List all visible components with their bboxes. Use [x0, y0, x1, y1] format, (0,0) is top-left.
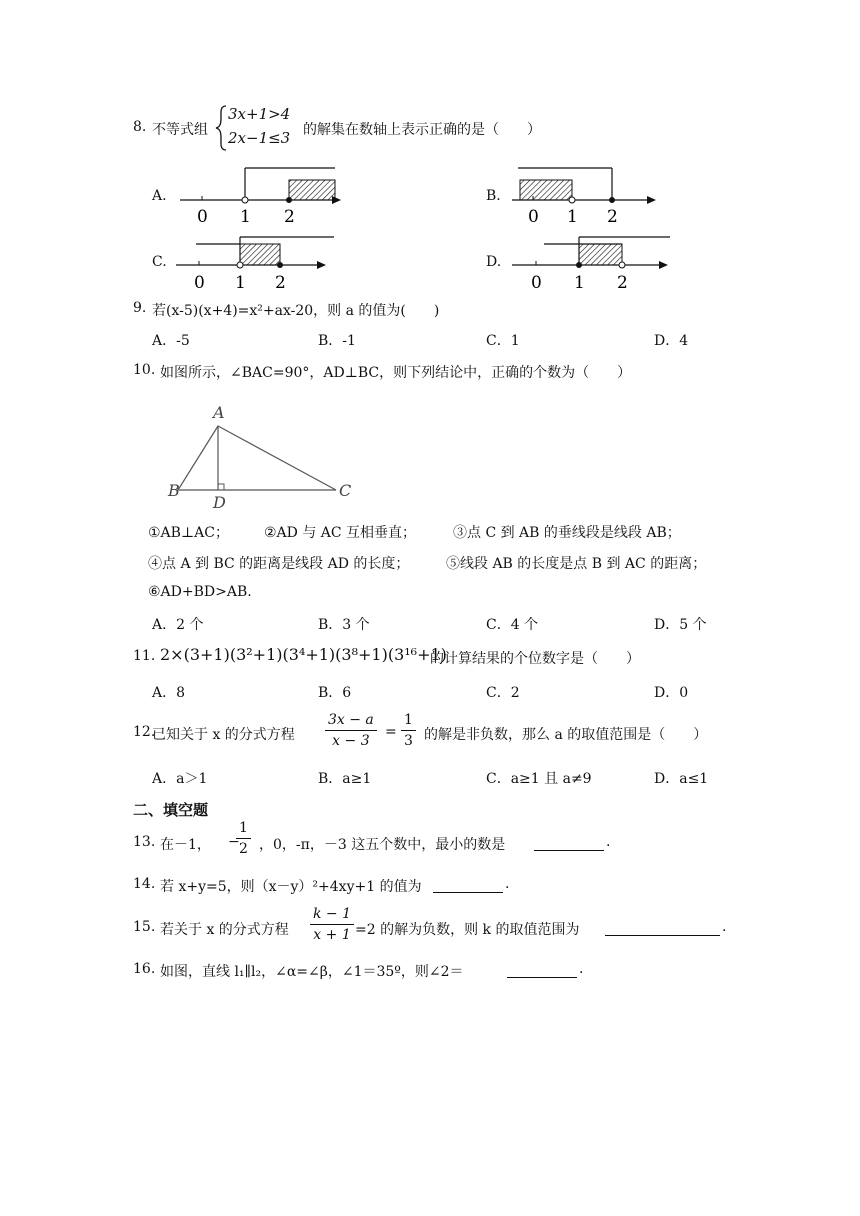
brace-icon: [214, 104, 228, 152]
q12-rhs-numerator: 1: [401, 710, 416, 731]
q16-period: .: [579, 961, 584, 977]
q8-option-b-number-line: [510, 160, 670, 230]
q12-equals: =: [385, 724, 397, 740]
q13-period: .: [606, 834, 611, 850]
tick-0: 0: [197, 207, 208, 227]
q8-inequality-1: 3x+1>4: [228, 105, 291, 123]
q8-option-a-label: A.: [152, 188, 167, 204]
point-b-label: B: [168, 481, 180, 500]
q8-option-b-label: B.: [486, 188, 501, 204]
q9-option-d[interactable]: D．4: [654, 333, 689, 349]
tick-1: 1: [574, 273, 585, 293]
tick-2: 2: [607, 207, 618, 227]
tick-2: 2: [617, 273, 628, 293]
q16-number: 16.: [133, 961, 156, 977]
q11-expression: 2×(3+1)(3²+1)(3⁴+1)(3⁸+1)(3¹⁶+1): [160, 645, 447, 664]
q13-prefix: 在－1，: [160, 837, 211, 853]
q10-question-text: 如图所示，∠BAC=90°，AD⊥BC，则下列结论中，正确的个数为（ ）: [160, 365, 632, 381]
q14-question-text: 若 x+y=5，则（x－y）²+4xy+1 的值为: [160, 879, 422, 895]
q13-negative-sign: −: [228, 834, 240, 850]
q12-option-c[interactable]: C．a≥1 且 a≠9: [486, 771, 592, 787]
q12-prefix: 已知关于 x 的分式方程: [152, 727, 295, 743]
section-title-fill-in: 二、填空题: [133, 801, 209, 819]
q10-statement-1: ①AB⊥AC；: [148, 525, 229, 541]
q9-number: 9.: [133, 300, 147, 316]
tick-0: 0: [528, 207, 539, 227]
q8-option-a-number-line: [175, 160, 345, 230]
q15-period: .: [722, 919, 727, 935]
tick-2: 2: [275, 273, 286, 293]
q10-option-a[interactable]: A．2 个: [152, 617, 204, 633]
q14-answer-blank[interactable]: [433, 878, 503, 893]
q15-numerator: k − 1: [310, 904, 354, 925]
q8-option-c-number-line: [172, 232, 337, 294]
q9-option-b[interactable]: B．-1: [318, 333, 356, 349]
q13-denominator: 2: [239, 841, 248, 857]
q12-rhs-denominator: 3: [404, 733, 413, 749]
q8-question-text: 的解集在数轴上表示正确的是（ ）: [303, 122, 541, 138]
q11-number: 11.: [133, 648, 156, 664]
point-d-label: D: [213, 493, 226, 512]
q9-option-c[interactable]: C．1: [486, 333, 520, 349]
q12-rhs-fraction: [401, 710, 416, 751]
q14-number: 14.: [133, 876, 156, 892]
q10-option-d[interactable]: D．5 个: [654, 617, 707, 633]
q12-fraction: [325, 710, 377, 751]
tick-1: 1: [235, 273, 246, 293]
q15-denominator: x + 1: [313, 927, 351, 943]
tick-1: 1: [567, 207, 578, 227]
q10-statement-4: ④点 A 到 BC 的距离是线段 AD 的长度；: [148, 556, 410, 572]
q11-option-b[interactable]: B．6: [318, 685, 352, 701]
q8-prefix: 不等式组: [152, 122, 208, 138]
q11-question-text: 的计算结果的个位数字是（ ）: [430, 651, 640, 667]
point-a-label: A: [213, 403, 225, 422]
q16-answer-blank[interactable]: [507, 963, 577, 978]
q13-numerator: 1: [236, 818, 251, 839]
tick-2: 2: [284, 207, 295, 227]
q15-number: 15.: [133, 919, 156, 935]
q15-fraction: [310, 904, 354, 945]
q15-question-text: =2 的解为负数，则 k 的取值范围为: [355, 922, 580, 938]
q9-option-a[interactable]: A．-5: [152, 333, 190, 349]
q8-inequality-system: [214, 104, 294, 152]
q8-option-d-number-line: [510, 232, 675, 294]
q10-statement-3: ③点 C 到 AB 的垂线段是线段 AB；: [453, 525, 681, 541]
q10-option-c[interactable]: C．4 个: [486, 617, 539, 633]
q12-numerator: 3x − a: [325, 710, 377, 731]
q13-answer-blank[interactable]: [534, 836, 604, 851]
tick-0: 0: [194, 273, 205, 293]
q12-option-a[interactable]: A．a＞1: [152, 771, 208, 787]
q10-triangle-figure: [160, 398, 370, 513]
q13-number: 13.: [133, 834, 156, 850]
q14-period: .: [505, 876, 510, 892]
q10-statement-6: ⑥AD+BD>AB.: [148, 584, 252, 600]
q10-number: 10.: [133, 362, 156, 378]
q11-option-d[interactable]: D．0: [654, 685, 689, 701]
q13-fraction: [236, 818, 251, 859]
point-c-label: C: [339, 481, 352, 500]
q12-question-text: 的解是非负数，那么 a 的取值范围是（ ）: [424, 727, 708, 743]
q9-question-text: 若(x-5)(x+4)=x²+ax-20，则 a 的值为( ): [152, 303, 440, 319]
q8-inequality-2: 2x−1≤3: [228, 129, 291, 147]
q10-statement-2: ②AD 与 AC 互相垂直；: [264, 525, 417, 541]
q8-option-d-label: D.: [486, 254, 502, 270]
q8-option-c-label: C.: [152, 254, 167, 270]
tick-0: 0: [531, 273, 542, 293]
q12-denominator: x − 3: [332, 733, 370, 749]
q15-answer-blank[interactable]: [605, 921, 720, 936]
q15-prefix: 若关于 x 的分式方程: [160, 922, 289, 938]
q12-option-d[interactable]: D．a≤1: [654, 771, 709, 787]
q10-statement-5: ⑤线段 AB 的长度是点 B 到 AC 的距离；: [446, 556, 707, 572]
q11-option-c[interactable]: C．2: [486, 685, 520, 701]
tick-1: 1: [240, 207, 251, 227]
q8-number: 8.: [133, 119, 147, 135]
q13-question-text: ，0，-π，－3 这五个数中，最小的数是: [259, 837, 506, 853]
q11-option-a[interactable]: A．8: [152, 685, 186, 701]
q10-option-b[interactable]: B．3 个: [318, 617, 370, 633]
q12-number: 12.: [133, 724, 156, 740]
q16-question-text: 如图，直线 l₁∥l₂，∠α=∠β，∠1＝35º，则∠2＝: [160, 964, 464, 980]
q12-option-b[interactable]: B．a≥1: [318, 771, 372, 787]
